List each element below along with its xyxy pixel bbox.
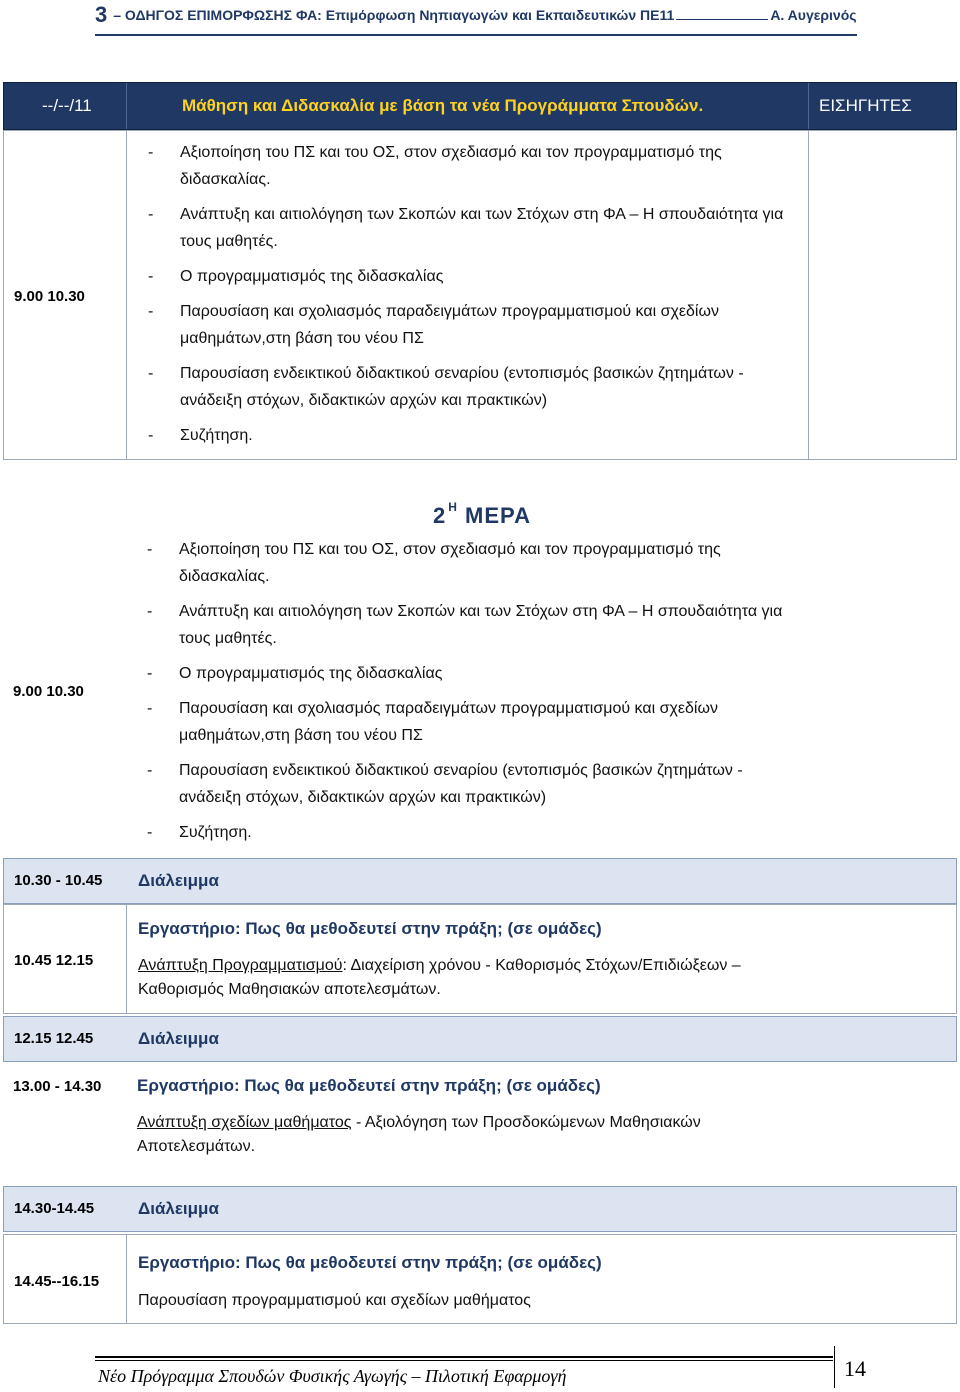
day1-topic-list xyxy=(144,139,794,457)
day2-word: ΜΕΡΑ xyxy=(465,503,531,528)
list-item: - Ανάπτυξη και αιτιολόγηση των Σκοπών και των Στόχων στη ΦΑ – Η σπουδαιότητα για τους μαθητές. xyxy=(143,598,793,652)
list-item: - Παρουσίαση ενδεικτικού διδακτικού σεναρίου (εντοπισμός βασικών ζητημάτων - ανάδειξη στόχων, διδακτικών αρχών και πρακτικών) xyxy=(143,757,793,811)
workshop-topic-underlined: Ανάπτυξη Προγραμματισμού xyxy=(138,957,343,974)
workshop-row xyxy=(3,904,957,1014)
workshop-topic-rest: - Αξιολόγηση των Προσδοκώμενων Μαθησιακών Αποτελεσμάτων. xyxy=(137,1114,701,1155)
workshop-description: Παρουσίαση προγραμματισμού και σχεδίων μαθήματος xyxy=(138,1292,531,1309)
list-item: - Ο προγραμματισμός της διδασκαλίας xyxy=(144,263,794,290)
break-row xyxy=(3,1016,957,1062)
day2-superscript: Η xyxy=(448,500,458,514)
header-author: Α. Αυγερινός xyxy=(770,7,857,23)
break-time: 14.30-14.45 xyxy=(14,1200,95,1217)
list-item: - Παρουσίαση και σχολιασμός παραδειγμάτων προγραμματισμού και σχεδίων μαθημάτων,στη βάση του νέου ΠΣ xyxy=(143,695,793,749)
footer-rule xyxy=(95,1360,833,1361)
column-divider xyxy=(126,1235,127,1323)
day2-block xyxy=(3,528,957,858)
list-item: - Ανάπτυξη και αιτιολόγηση των Σκοπών και των Στόχων στη ΦΑ – Η σπουδαιότητα για τους μαθητές. xyxy=(144,201,794,255)
list-item: - Αξιοποίηση του ΠΣ και του ΟΣ, στον σχεδιασμό και τον προγραμματισμό της διδασκαλίας. xyxy=(143,536,793,590)
title-date: --/--/11 xyxy=(42,96,92,115)
workshop-topic-underlined: Ανάπτυξη σχεδίων μαθήματος xyxy=(137,1114,352,1131)
list-item: - Συζήτηση. xyxy=(144,422,794,449)
workshop-description xyxy=(137,1111,757,1159)
break-row xyxy=(3,858,957,904)
column-divider xyxy=(126,905,127,1013)
list-item: - Συζήτηση. xyxy=(143,819,793,846)
title-divider xyxy=(808,83,809,129)
workshop-time: 13.00 - 14.30 xyxy=(13,1078,102,1095)
day1-time: 9.00 10.30 xyxy=(14,288,85,305)
day1-block xyxy=(3,130,957,460)
workshop-title: Εργαστήριο: Πως θα μεθοδευτεί στην πράξη; (σε ομάδες) xyxy=(137,1076,601,1095)
title-divider xyxy=(126,83,127,129)
workshop-topic-rest: : Διαχείριση χρόνου - Καθορισμός Στόχων/Επιδιώξεων – Καθορισμός Μαθησιακών αποτελεσμάτων. xyxy=(138,957,741,998)
header-underline-gap xyxy=(676,7,768,20)
break-label: Διάλειμμα xyxy=(138,871,219,890)
day2-number: 2 xyxy=(433,503,447,528)
table-title-bar xyxy=(3,82,957,130)
column-divider xyxy=(126,131,127,459)
day2-time: 9.00 10.30 xyxy=(13,683,84,700)
workshop-description xyxy=(138,954,758,1002)
list-item: - Παρουσίαση και σχολιασμός παραδειγμάτων προγραμματισμού και σχεδίων μαθημάτων,στη βάση του νέου ΠΣ xyxy=(144,298,794,352)
workshop-time: 10.45 12.15 xyxy=(14,952,94,969)
break-label: Διάλειμμα xyxy=(138,1029,219,1048)
workshop-title: Εργαστήριο: Πως θα μεθοδευτεί στην πράξη; (σε ομάδες) xyxy=(138,919,602,938)
break-row xyxy=(3,1186,957,1232)
column-divider xyxy=(808,131,809,459)
list-item: - Παρουσίαση ενδεικτικού διδακτικού σεναρίου (εντοπισμός βασικών ζητημάτων - ανάδειξη στόχων, διδακτικών αρχών και πρακτικών) xyxy=(144,360,794,414)
workshop-row xyxy=(3,1066,957,1176)
header-page-number: 3 xyxy=(95,2,108,27)
footer-page-number: 14 xyxy=(844,1356,866,1381)
title-speakers: ΕΙΣΗΓΗΤΕΣ xyxy=(819,96,912,115)
title-text: Μάθηση και Διδασκαλία με βάση τα νέα Προγράμματα Σπουδών. xyxy=(182,96,704,115)
break-time: 12.15 12.45 xyxy=(14,1030,94,1047)
list-item: - Ο προγραμματισμός της διδασκαλίας xyxy=(143,660,793,687)
header-rule xyxy=(95,34,857,36)
day2-topic-list xyxy=(143,536,793,854)
break-label: Διάλειμμα xyxy=(138,1199,219,1218)
list-item: - Αξιοποίηση του ΠΣ και του ΟΣ, στον σχεδιασμό και τον προγραμματισμό της διδασκαλίας. xyxy=(144,139,794,193)
header-title: – ΟΔΗΓΟΣ ΕΠΙΜΟΡΦΩΣΗΣ ΦΑ: Επιμόρφωση Νηπιαγωγών και Εκπαιδευτικών ΠΕ11 xyxy=(113,7,675,23)
footer-rule xyxy=(95,1356,833,1358)
workshop-title: Εργαστήριο: Πως θα μεθοδευτεί στην πράξη; (σε ομάδες) xyxy=(138,1253,602,1272)
day2-heading xyxy=(433,500,531,529)
footer-divider xyxy=(834,1346,835,1388)
workshop-time: 14.45--16.15 xyxy=(14,1273,100,1290)
workshop-row xyxy=(3,1234,957,1324)
break-time: 10.30 - 10.45 xyxy=(14,872,103,889)
footer-title: Νέο Πρόγραμμα Σπουδών Φυσικής Αγωγής – Πιλοτική Εφαρμογή xyxy=(98,1366,567,1386)
running-header xyxy=(95,2,855,32)
